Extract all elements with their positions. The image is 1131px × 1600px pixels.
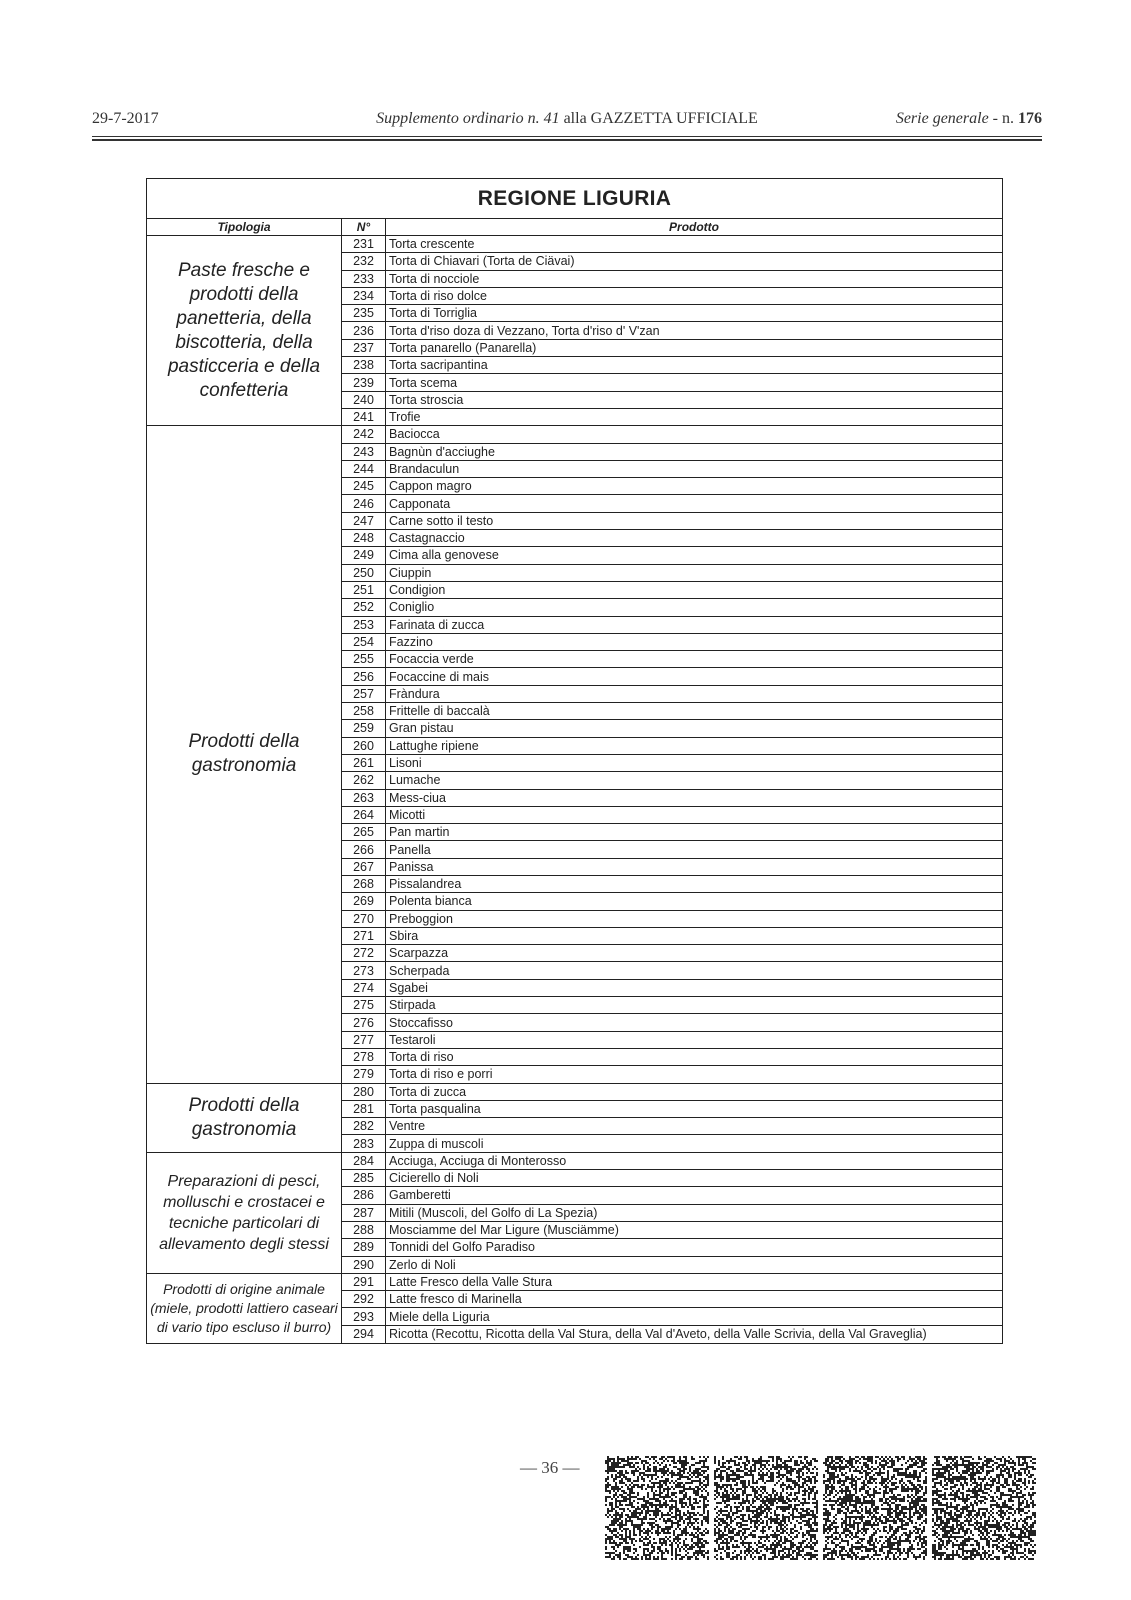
product-cell: Stoccafisso: [386, 1014, 1003, 1031]
header-series-sep: - n.: [988, 110, 1018, 127]
product-cell: Baciocca: [386, 426, 1003, 443]
product-cell: Latte fresco di Marinella: [386, 1291, 1003, 1308]
number-cell: 255: [342, 651, 386, 668]
number-cell: 250: [342, 564, 386, 581]
table-title: REGIONE LIGURIA: [147, 179, 1003, 219]
product-cell: Sgabei: [386, 979, 1003, 996]
number-cell: 275: [342, 997, 386, 1014]
product-cell: Testaroli: [386, 1031, 1003, 1048]
qr-code-2: [714, 1456, 818, 1560]
column-header-number: N°: [342, 219, 386, 236]
number-cell: 254: [342, 633, 386, 650]
number-cell: 243: [342, 443, 386, 460]
header-series: [896, 110, 1042, 128]
number-cell: 272: [342, 945, 386, 962]
number-cell: 270: [342, 910, 386, 927]
table-row: [147, 426, 1003, 443]
product-cell: Zerlo di Noli: [386, 1256, 1003, 1273]
product-cell: Capponata: [386, 495, 1003, 512]
number-cell: 241: [342, 408, 386, 425]
number-cell: 262: [342, 772, 386, 789]
number-cell: 284: [342, 1152, 386, 1169]
tipologia-cell: Prodotti della gastronomia: [147, 426, 342, 1083]
product-cell: Cicierello di Noli: [386, 1170, 1003, 1187]
number-cell: 290: [342, 1256, 386, 1273]
number-cell: 256: [342, 668, 386, 685]
product-cell: Sbira: [386, 927, 1003, 944]
number-cell: 267: [342, 858, 386, 875]
product-cell: Coniglio: [386, 599, 1003, 616]
product-cell: Torta pasqualina: [386, 1100, 1003, 1117]
number-cell: 285: [342, 1170, 386, 1187]
number-cell: 271: [342, 927, 386, 944]
number-cell: 283: [342, 1135, 386, 1152]
number-cell: 231: [342, 236, 386, 253]
page-number: — 36 —: [520, 1458, 580, 1477]
number-cell: 289: [342, 1239, 386, 1256]
number-cell: 244: [342, 460, 386, 477]
product-cell: Panella: [386, 841, 1003, 858]
number-cell: 294: [342, 1325, 386, 1343]
number-cell: 276: [342, 1014, 386, 1031]
number-cell: 253: [342, 616, 386, 633]
table-title-row: [147, 179, 1003, 219]
product-cell: Torta di riso e porri: [386, 1066, 1003, 1083]
header-series-number: 176: [1018, 110, 1042, 127]
number-cell: 293: [342, 1308, 386, 1325]
product-cell: Panissa: [386, 858, 1003, 875]
number-cell: 242: [342, 426, 386, 443]
product-cell: Gamberetti: [386, 1187, 1003, 1204]
product-cell: Preboggion: [386, 910, 1003, 927]
number-cell: 240: [342, 391, 386, 408]
number-cell: 234: [342, 287, 386, 304]
products-table: [146, 178, 1003, 1344]
column-header-tipologia: Tipologia: [147, 219, 342, 236]
page-header: [92, 110, 1042, 132]
product-cell: Lattughe ripiene: [386, 737, 1003, 754]
number-cell: 282: [342, 1118, 386, 1135]
tipologia-cell: Paste fresche e prodotti della panetteria, della biscotteria, della pasticceria e della confetteria: [147, 236, 342, 426]
number-cell: 278: [342, 1048, 386, 1065]
product-cell: Scherpada: [386, 962, 1003, 979]
qr-code-3: [823, 1456, 927, 1560]
product-cell: Ciuppin: [386, 564, 1003, 581]
number-cell: 287: [342, 1204, 386, 1221]
product-cell: Torta panarello (Panarella): [386, 339, 1003, 356]
product-cell: Torta di nocciole: [386, 270, 1003, 287]
product-cell: Scarpazza: [386, 945, 1003, 962]
product-cell: Castagnaccio: [386, 530, 1003, 547]
number-cell: 260: [342, 737, 386, 754]
product-cell: Miele della Liguria: [386, 1308, 1003, 1325]
header-supplement: Supplemento ordinario n. 41: [376, 110, 560, 127]
number-cell: 236: [342, 322, 386, 339]
product-cell: Torta di Chiavari (Torta de Ciävai): [386, 253, 1003, 270]
number-cell: 245: [342, 478, 386, 495]
number-cell: 252: [342, 599, 386, 616]
number-cell: 263: [342, 789, 386, 806]
tipologia-cell: Prodotti di origine animale (miele, prodotti lattiero caseari di vario tipo escluso il burro): [147, 1273, 342, 1343]
product-cell: Fràndura: [386, 685, 1003, 702]
header-gazette: alla GAZZETTA UFFICIALE: [559, 110, 758, 127]
product-cell: Ventre: [386, 1118, 1003, 1135]
product-cell: Condigion: [386, 581, 1003, 598]
table-row: [147, 1273, 1003, 1290]
qr-code-1: [605, 1456, 709, 1560]
number-cell: 280: [342, 1083, 386, 1100]
header-date: 29-7-2017: [92, 110, 159, 127]
number-cell: 261: [342, 754, 386, 771]
table-row: [147, 1083, 1003, 1100]
tipologia-cell: Prodotti della gastronomia: [147, 1083, 342, 1152]
product-cell: Polenta bianca: [386, 893, 1003, 910]
number-cell: 274: [342, 979, 386, 996]
number-cell: 279: [342, 1066, 386, 1083]
header-rule-thick: [92, 139, 1042, 141]
product-cell: Torta crescente: [386, 236, 1003, 253]
table-row: [147, 236, 1003, 253]
product-cell: Torta scema: [386, 374, 1003, 391]
product-cell: Carne sotto il testo: [386, 512, 1003, 529]
product-cell: Gran pistau: [386, 720, 1003, 737]
product-cell: Brandaculun: [386, 460, 1003, 477]
product-cell: Torta stroscia: [386, 391, 1003, 408]
number-cell: 239: [342, 374, 386, 391]
product-cell: Farinata di zucca: [386, 616, 1003, 633]
number-cell: 273: [342, 962, 386, 979]
product-cell: Trofie: [386, 408, 1003, 425]
column-header-prodotto: Prodotto: [386, 219, 1003, 236]
product-cell: Torta sacripantina: [386, 357, 1003, 374]
product-cell: Lumache: [386, 772, 1003, 789]
number-cell: 277: [342, 1031, 386, 1048]
product-cell: Torta di Torriglia: [386, 305, 1003, 322]
product-cell: Tonnidi del Golfo Paradiso: [386, 1239, 1003, 1256]
number-cell: 269: [342, 893, 386, 910]
product-cell: Cappon magro: [386, 478, 1003, 495]
qr-code-4: [932, 1456, 1036, 1560]
number-cell: 281: [342, 1100, 386, 1117]
product-cell: Acciuga, Acciuga di Monterosso: [386, 1152, 1003, 1169]
number-cell: 247: [342, 512, 386, 529]
header-series-name: Serie generale: [895, 110, 989, 127]
number-cell: 268: [342, 875, 386, 892]
number-cell: 232: [342, 253, 386, 270]
products-table-wrapper: [146, 178, 1002, 1344]
number-cell: 248: [342, 530, 386, 547]
product-cell: Fazzino: [386, 633, 1003, 650]
product-cell: Ricotta (Recottu, Ricotta della Val Stura, della Val d'Aveto, della Valle Scrivia, della Val Graveglia): [386, 1325, 1003, 1343]
product-cell: Mitili (Muscoli, del Golfo di La Spezia): [386, 1204, 1003, 1221]
number-cell: 237: [342, 339, 386, 356]
product-cell: Focaccine di mais: [386, 668, 1003, 685]
table-header-row: [147, 219, 1003, 236]
product-cell: Lisoni: [386, 754, 1003, 771]
product-cell: Cima alla genovese: [386, 547, 1003, 564]
number-cell: 258: [342, 703, 386, 720]
product-cell: Frittelle di baccalà: [386, 703, 1003, 720]
number-cell: 266: [342, 841, 386, 858]
product-cell: Stirpada: [386, 997, 1003, 1014]
number-cell: 251: [342, 581, 386, 598]
number-cell: 259: [342, 720, 386, 737]
number-cell: 265: [342, 824, 386, 841]
product-cell: Pissalandrea: [386, 875, 1003, 892]
product-cell: Torta di zucca: [386, 1083, 1003, 1100]
product-cell: Zuppa di muscoli: [386, 1135, 1003, 1152]
number-cell: 292: [342, 1291, 386, 1308]
number-cell: 249: [342, 547, 386, 564]
number-cell: 235: [342, 305, 386, 322]
number-cell: 286: [342, 1187, 386, 1204]
product-cell: Torta d'riso doza di Vezzano, Torta d'riso d' V'zan: [386, 322, 1003, 339]
number-cell: 246: [342, 495, 386, 512]
product-cell: Mosciamme del Mar Ligure (Musciämme): [386, 1221, 1003, 1238]
product-cell: Bagnùn d'acciughe: [386, 443, 1003, 460]
product-cell: Pan martin: [386, 824, 1003, 841]
header-rule-thin: [92, 136, 1042, 137]
product-cell: Micotti: [386, 806, 1003, 823]
number-cell: 233: [342, 270, 386, 287]
product-cell: Mess-ciua: [386, 789, 1003, 806]
number-cell: 257: [342, 685, 386, 702]
product-cell: Focaccia verde: [386, 651, 1003, 668]
number-cell: 238: [342, 357, 386, 374]
product-cell: Torta di riso: [386, 1048, 1003, 1065]
number-cell: 291: [342, 1273, 386, 1290]
table-row: [147, 1152, 1003, 1169]
number-cell: 288: [342, 1221, 386, 1238]
product-cell: Latte Fresco della Valle Stura: [386, 1273, 1003, 1290]
tipologia-cell: Preparazioni di pesci, molluschi e crostacei e tecniche particolari di allevamento degli stessi: [147, 1152, 342, 1273]
number-cell: 264: [342, 806, 386, 823]
product-cell: Torta di riso dolce: [386, 287, 1003, 304]
